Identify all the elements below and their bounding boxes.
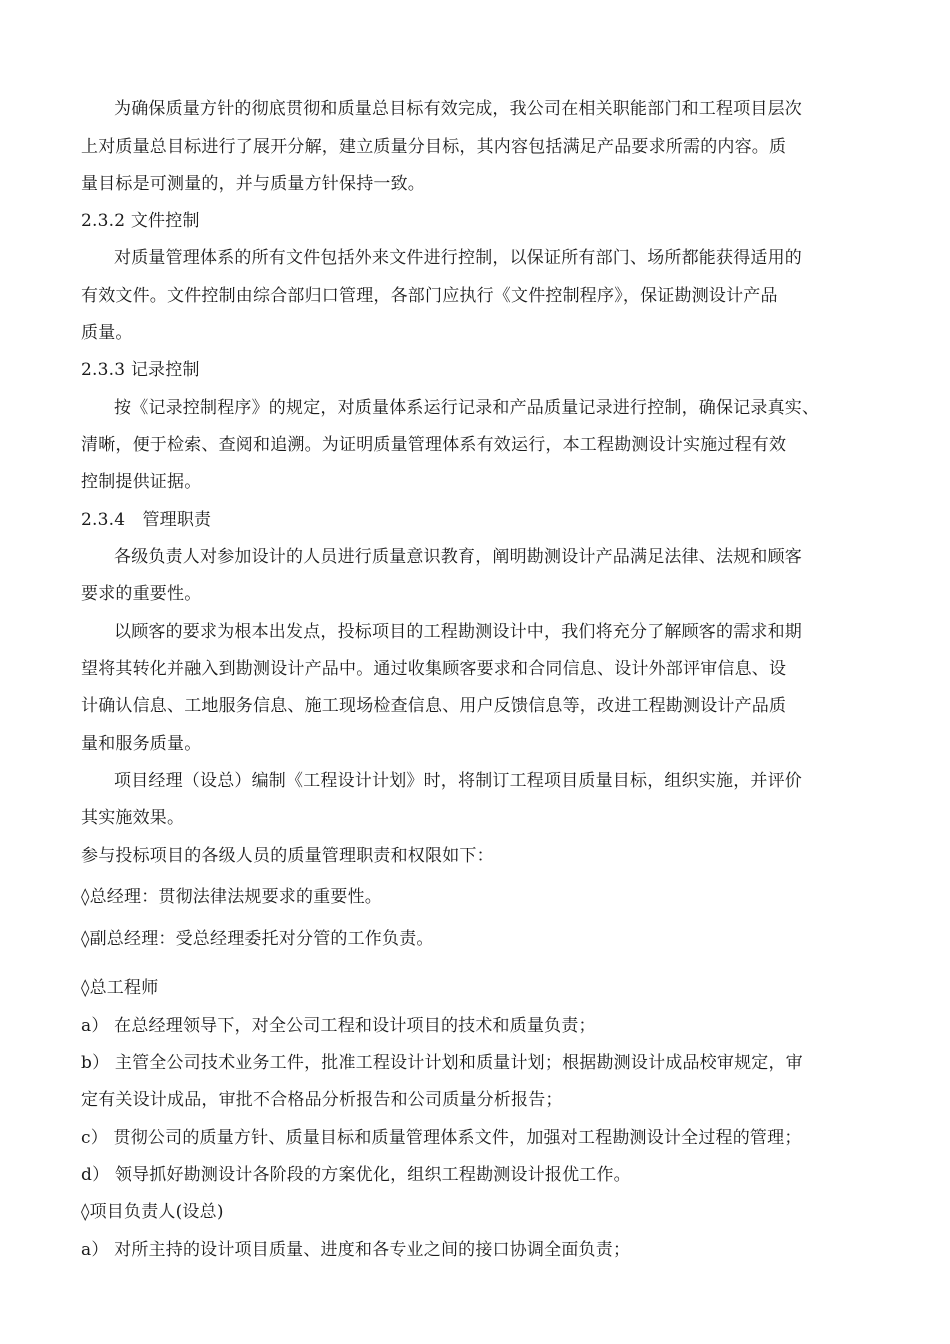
paragraph-mgmt2-line4: 量和服务质量。	[81, 734, 202, 754]
paragraph-goals-line3: 量目标是可测量的，并与质量方针保持一致。	[81, 174, 425, 194]
section-heading-management: 2.3.4 管理职责	[81, 510, 212, 530]
paragraph-record-control-line3: 控制提供证据。	[81, 472, 202, 492]
paragraph-intro: 参与投标项目的各级人员的质量管理职责和权限如下：	[81, 846, 494, 866]
chief-engineer-duty-c: c） 贯彻公司的质量方针、质量目标和质量管理体系文件，加强对工程勘测设计全过程的管理；	[81, 1128, 802, 1148]
chief-engineer-duty-d: d） 领导抓好勘测设计各阶段的方案优化，组织工程勘测设计报优工作。	[81, 1165, 631, 1185]
paragraph-mgmt1-line1: 各级负责人对参加设计的人员进行质量意识教育，阐明勘测设计产品满足法律、法规和顾客	[114, 547, 802, 567]
paragraph-record-control-line2: 清晰，便于检索、查阅和追溯。为证明质量管理体系有效运行，本工程勘测设计实施过程有效	[81, 435, 787, 455]
paragraph-record-control-line1: 按《记录控制程序》的规定，对质量体系运行记录和产品质量记录进行控制，确保记录真实、	[114, 398, 820, 418]
section-heading-doc-control: 2.3.2 文件控制	[81, 211, 200, 231]
project-lead-duty-a: a） 对所主持的设计项目质量、进度和各专业之间的接口协调全面负责；	[81, 1240, 631, 1260]
paragraph-mgmt3-line1: 项目经理（设总）编制《工程设计计划》时，将制订工程项目质量目标，组织实施，并评价	[114, 771, 802, 791]
section-heading-record-control: 2.3.3 记录控制	[81, 360, 200, 380]
paragraph-goals-line1: 为确保质量方针的彻底贯彻和质量总目标有效完成，我公司在相关职能部门和工程项目层次	[114, 99, 802, 119]
chief-engineer-duty-a: a） 在总经理领导下，对全公司工程和设计项目的技术和质量负责；	[81, 1016, 596, 1036]
paragraph-doc-control-line2: 有效文件。文件控制由综合部归口管理，各部门应执行《文件控制程序》，保证勘测设计产品	[81, 286, 778, 306]
paragraph-goals-line2: 上对质量总目标进行了展开分解，建立质量分目标，其内容包括满足产品要求所需的内容。质	[81, 137, 787, 157]
item-deputy-general-manager: ◊副总经理：受总经理委托对分管的工作负责。	[81, 929, 434, 949]
paragraph-mgmt2-line1: 以顾客的要求为根本出发点，投标项目的工程勘测设计中，我们将充分了解顾客的需求和期	[114, 622, 802, 642]
paragraph-mgmt3-line2: 其实施效果。	[81, 808, 185, 828]
paragraph-doc-control-line1: 对质量管理体系的所有文件包括外来文件进行控制，以保证所有部门、场所都能获得适用的	[114, 248, 802, 268]
item-chief-engineer-title: ◊总工程师	[81, 978, 159, 998]
paragraph-mgmt1-line2: 要求的重要性。	[81, 584, 202, 604]
item-project-lead-title: ◊项目负责人(设总)	[81, 1202, 224, 1222]
paragraph-doc-control-line3: 质量。	[81, 323, 133, 343]
chief-engineer-duty-b-line2: 定有关设计成品，审批不合格品分析报告和公司质量分析报告；	[81, 1090, 563, 1110]
chief-engineer-duty-b-line1: b） 主管全公司技术业务工件，批准工程设计计划和质量计划；根据勘测设计成品校审规定，审	[81, 1053, 803, 1073]
paragraph-mgmt2-line3: 计确认信息、工地服务信息、施工现场检查信息、用户反馈信息等，改进工程勘测设计产品质	[81, 696, 787, 716]
item-general-manager: ◊总经理：贯彻法律法规要求的重要性。	[81, 887, 382, 907]
paragraph-mgmt2-line2: 望将其转化并融入到勘测设计产品中。通过收集顾客要求和合同信息、设计外部评审信息、设	[81, 659, 787, 679]
